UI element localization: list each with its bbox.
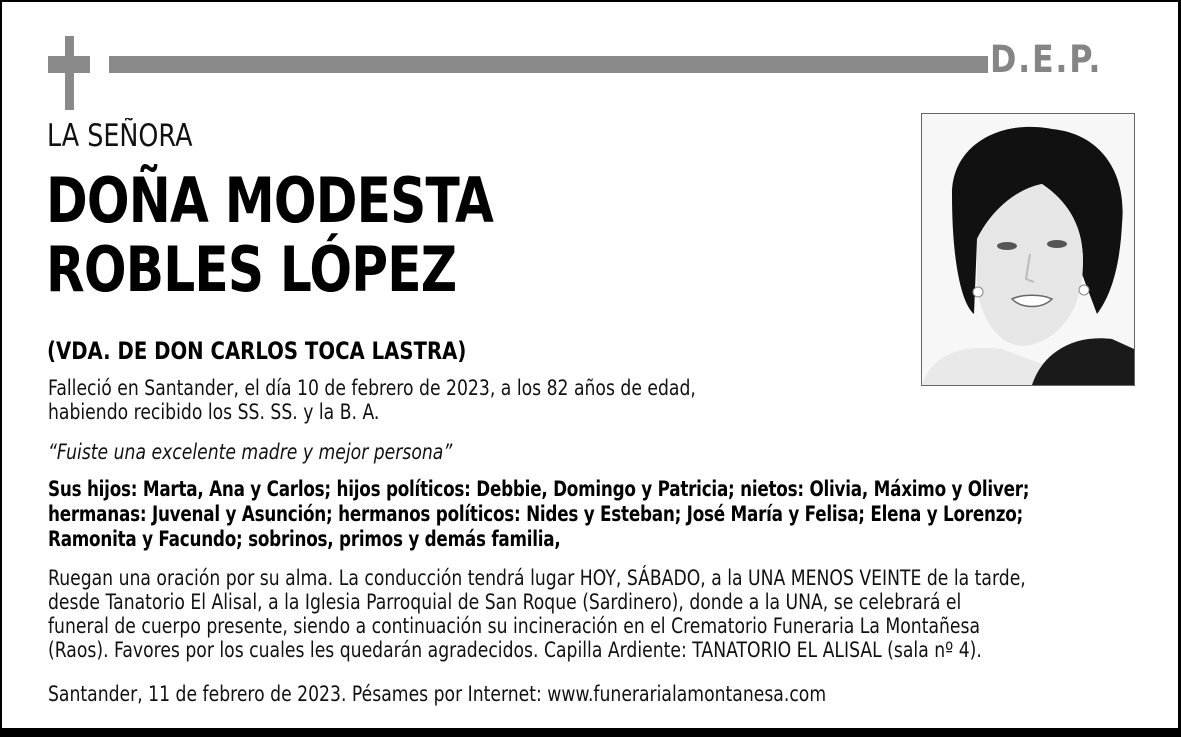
death-line-2: habiendo recibido los SS. SS. y la B. A. [48, 400, 380, 424]
quote: “Fuiste una excelente madre y mejor persona” [48, 440, 453, 464]
widow-of: (VDA. DE DON CARLOS TOCA LASTRA) [47, 337, 467, 365]
family-line-3: Ramonita y Facundo; sobrinos, primos y demás familia, [48, 527, 561, 551]
death-line-1: Falleció en Santander, el día 10 de febrero de 2023, a los 82 años de edad, [48, 376, 696, 400]
ceremony-info [48, 566, 1026, 662]
cross-icon-arm [48, 56, 90, 73]
family-line-1: Sus hijos: Marta, Ana y Carlos; hijos políticos: Debbie, Domingo y Patricia; nietos: Olivia, Máximo y Oliver; [48, 477, 1030, 501]
name-line-1: DOÑA MODESTA [46, 164, 494, 237]
ceremony-line-1: Ruegan una oración por su alma. La conducción tendrá lugar HOY, SÁBADO, a la UNA MENOS VEINTE de la tarde, [48, 566, 1026, 590]
header-rule [109, 56, 988, 73]
ceremony-line-3: funeral de cuerpo presente, siendo a continuación su incineración en el Crematorio Funeraria La Montañesa [48, 614, 981, 638]
portrait-image [922, 114, 1134, 385]
family-list [48, 477, 1029, 552]
ceremony-line-2: desde Tanatorio El Alisal, a la Iglesia Parroquial de San Roque (Sardinero), donde a la UNA, se celebrará el [48, 590, 962, 614]
portrait-photo [921, 113, 1135, 386]
family-line-2: hermanas: Juvenal y Asunción; hermanos políticos: Nides y Esteban; José María y Felisa; Elena y Lorenzo; [48, 502, 1024, 526]
death-info [48, 376, 696, 424]
cross-icon [65, 36, 74, 110]
deceased-name [46, 166, 493, 304]
ceremony-line-4: (Raos). Favores por los cuales les quedarán agradecidos. Capilla Ardiente: TANATORIO EL ALISAL (sala nº 4). [48, 638, 982, 662]
obituary-notice [2, 2, 1178, 728]
intro-title: LA SEÑORA [47, 118, 193, 154]
dep-label: D.E.P. [990, 38, 1103, 81]
name-line-2: ROBLES LÓPEZ [46, 233, 457, 306]
footer-line: Santander, 11 de febrero de 2023. Pésames por Internet: www.funerarialamontanesa.com [48, 682, 827, 706]
